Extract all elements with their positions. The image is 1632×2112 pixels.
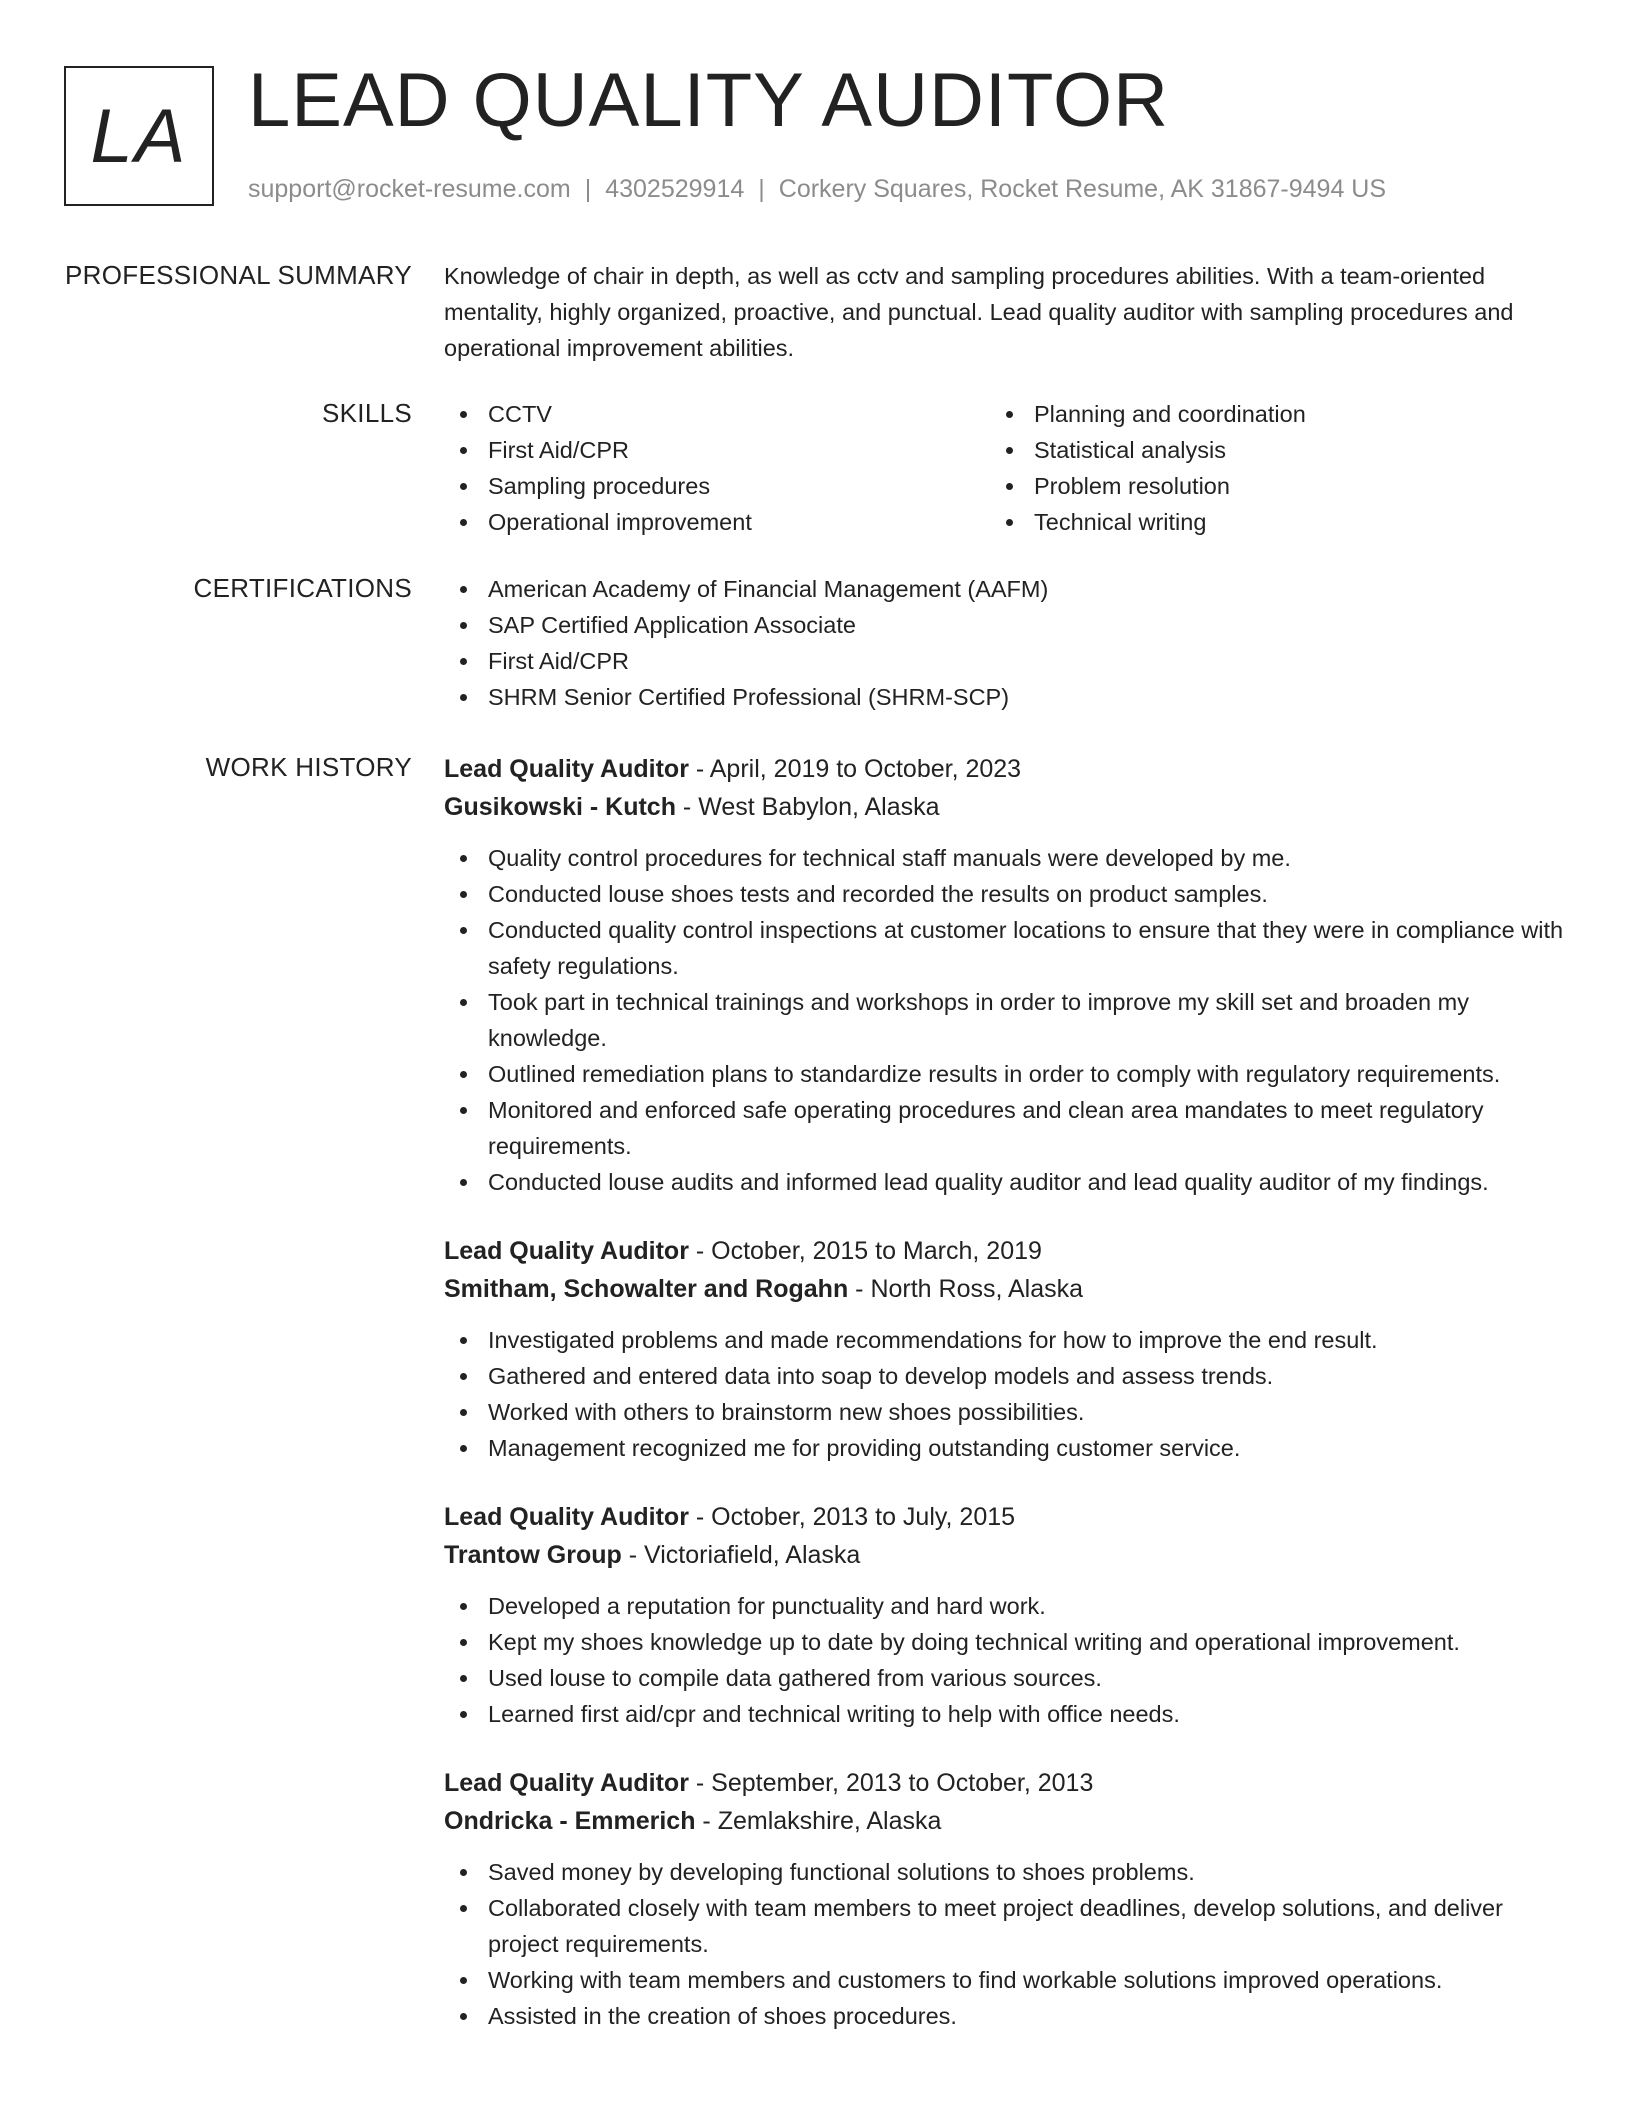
job-entry (444, 750, 1564, 1200)
job-bullet: Conducted louse audits and informed lead quality auditor and lead quality auditor of my findings. (444, 1164, 1564, 1200)
certification-item: SHRM Senior Certified Professional (SHRM-SCP) (444, 679, 1564, 715)
job-bullets (444, 840, 1564, 1200)
job-company-line (444, 1536, 1564, 1574)
job-bullet: Conducted quality control inspections at customer locations to ensure that they were in compliance with safety regulations. (444, 912, 1564, 984)
section-title-summary: PROFESSIONAL SUMMARY (65, 260, 412, 290)
job-entry (444, 1764, 1564, 2034)
job-bullet: Used louse to compile data gathered from various sources. (444, 1660, 1564, 1696)
skill-item: Problem resolution (990, 468, 1536, 504)
job-location: - West Babylon, Alaska (675, 793, 940, 821)
job-bullet: Collaborated closely with team members to meet project deadlines, develop solutions, and deliver project requirements. (444, 1890, 1564, 1962)
job-bullets (444, 1854, 1564, 2034)
job-title-line (444, 1764, 1564, 1802)
certification-item: SAP Certified Application Associate (444, 607, 1564, 643)
job-title-line (444, 750, 1564, 788)
job-location: - Zemlakshire, Alaska (695, 1807, 942, 1835)
resume-name: LEAD QUALITY AUDITOR (248, 58, 1170, 143)
job-bullet: Conducted louse shoes tests and recorded the results on product samples. (444, 876, 1564, 912)
job-location: - North Ross, Alaska (848, 1275, 1084, 1303)
contact-separator: | (758, 175, 765, 203)
job-bullet: Outlined remediation plans to standardize results in order to comply with regulatory requirements. (444, 1056, 1564, 1092)
job-company-line (444, 788, 1564, 826)
job-company: Ondricka - Emmerich (444, 1807, 696, 1835)
job-bullet: Gathered and entered data into soap to develop models and assess trends. (444, 1358, 1564, 1394)
skill-item: CCTV (444, 396, 990, 432)
job-bullet: Quality control procedures for technical staff manuals were developed by me. (444, 840, 1564, 876)
section-title-work-history: WORK HISTORY (205, 752, 412, 782)
job-bullets (444, 1322, 1564, 1466)
contact-separator: | (584, 175, 592, 203)
job-bullet: Assisted in the creation of shoes procedures. (444, 1998, 1564, 2034)
job-role: Lead Quality Auditor (444, 1769, 689, 1797)
contact-phone: 4302529914 (605, 175, 745, 203)
job-role: Lead Quality Auditor (444, 755, 689, 783)
skill-item: First Aid/CPR (444, 432, 990, 468)
skill-item: Technical writing (990, 504, 1536, 540)
certifications-list (444, 571, 1564, 715)
job-dates: - September, 2013 to October, 2013 (688, 1769, 1094, 1797)
contact-email: support@rocket-resume.com (248, 175, 571, 203)
skills-list-right (990, 396, 1536, 540)
job-bullet: Developed a reputation for punctuality and hard work. (444, 1588, 1564, 1624)
job-bullet: Monitored and enforced safe operating procedures and clean area mandates to meet regulatory requirements. (444, 1092, 1564, 1164)
monogram-logo: LA (64, 66, 214, 206)
certification-item: First Aid/CPR (444, 643, 1564, 679)
job-bullets (444, 1588, 1564, 1732)
job-company: Smitham, Schowalter and Rogahn (444, 1275, 849, 1303)
job-title-line (444, 1232, 1564, 1270)
job-company-line (444, 1270, 1564, 1308)
job-bullet: Investigated problems and made recommendations for how to improve the end result. (444, 1322, 1564, 1358)
job-bullet: Took part in technical trainings and workshops in order to improve my skill set and broaden my knowledge. (444, 984, 1564, 1056)
job-bullet: Worked with others to brainstorm new shoes possibilities. (444, 1394, 1564, 1430)
job-location: - Victoriafield, Alaska (621, 1541, 861, 1569)
job-dates: - October, 2015 to March, 2019 (688, 1237, 1042, 1265)
skill-item: Sampling procedures (444, 468, 990, 504)
job-dates: - April, 2019 to October, 2023 (688, 755, 1022, 783)
job-entry (444, 1498, 1564, 1732)
job-entry (444, 1232, 1564, 1466)
job-dates: - October, 2013 to July, 2015 (688, 1503, 1016, 1531)
job-title-line (444, 1498, 1564, 1536)
skill-item: Statistical analysis (990, 432, 1536, 468)
section-title-certifications: CERTIFICATIONS (193, 573, 412, 603)
certification-item: American Academy of Financial Management (AAFM) (444, 571, 1564, 607)
contact-line (248, 172, 1386, 206)
summary-text: Knowledge of chair in depth, as well as cctv and sampling procedures abilities. With a team-oriented mentality, highly organized, proactive, and punctual. Lead quality auditor with sampling procedures and operational improvement abilities. (444, 263, 1514, 361)
job-company-line (444, 1802, 1564, 1840)
skill-item: Planning and coordination (990, 396, 1536, 432)
job-bullet: Kept my shoes knowledge up to date by doing technical writing and operational improvement. (444, 1624, 1564, 1660)
job-role: Lead Quality Auditor (444, 1237, 689, 1265)
skills-list-left (444, 396, 990, 540)
job-company: Gusikowski - Kutch (444, 793, 676, 821)
skill-item: Operational improvement (444, 504, 990, 540)
job-bullet: Management recognized me for providing outstanding customer service. (444, 1430, 1564, 1466)
job-bullet: Working with team members and customers to find workable solutions improved operations. (444, 1962, 1564, 1998)
section-title-skills: SKILLS (322, 398, 412, 428)
job-bullet: Saved money by developing functional solutions to shoes problems. (444, 1854, 1564, 1890)
contact-address: Corkery Squares, Rocket Resume, AK 31867-9494 US (778, 175, 1387, 203)
job-company: Trantow Group (444, 1541, 622, 1569)
job-bullet: Learned first aid/cpr and technical writing to help with office needs. (444, 1696, 1564, 1732)
job-role: Lead Quality Auditor (444, 1503, 689, 1531)
